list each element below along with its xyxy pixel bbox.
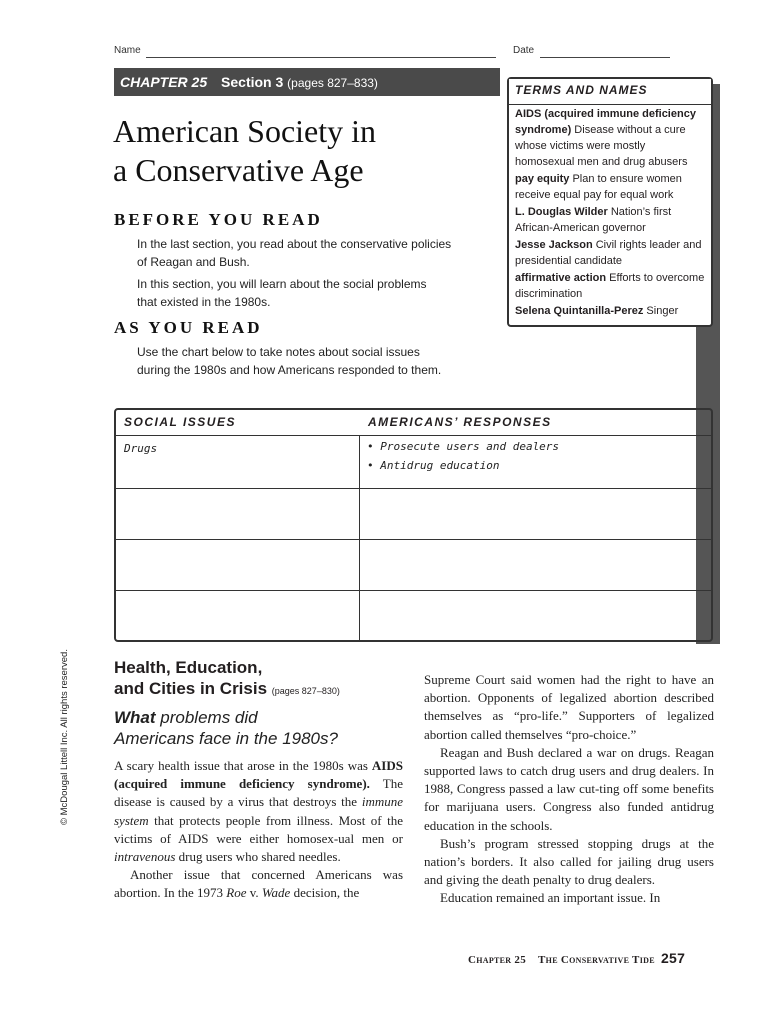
section-heading-line1: Health, Education, bbox=[114, 658, 263, 677]
term-entry bbox=[515, 106, 705, 170]
footer-chapter: Chapter 25 bbox=[468, 954, 527, 966]
right-paragraph-3: Bush’s program stressed stopping drugs at the nation’s borders. It also called for jailing drug users and giving the death penalty to drug dealers. bbox=[424, 835, 714, 888]
chapter-number: CHAPTER 25 bbox=[120, 74, 208, 90]
chart-cell-response-2[interactable]: • Antidrug education bbox=[367, 459, 500, 472]
term-definition: Efforts to overcome discrimination bbox=[515, 272, 705, 300]
chart-cell-issue-drugs[interactable]: Drugs bbox=[124, 442, 158, 455]
terms-and-names-box bbox=[507, 77, 713, 327]
copyright-notice: © McDougal Littell Inc. All rights reserved. bbox=[59, 649, 70, 825]
right-paragraph-1: Supreme Court said women had the right to have an abortion. Opponents of legalized abortion described themselves as “pro-life.” Supporters of legalized abortion called themselves “pro-choice.” bbox=[424, 672, 714, 742]
question-what: What bbox=[114, 708, 156, 727]
right-paragraph-4: Education remained an important issue. In bbox=[440, 890, 661, 906]
name-field-line[interactable] bbox=[146, 57, 496, 58]
section-number: Section 3 bbox=[221, 74, 284, 90]
byr-line: that existed in the 1980s. bbox=[137, 295, 271, 309]
right-column-text bbox=[424, 671, 714, 908]
date-field-line[interactable] bbox=[540, 57, 670, 58]
before-you-read-text bbox=[137, 235, 497, 311]
question-rest: problems did bbox=[160, 708, 258, 727]
term-entry bbox=[515, 171, 705, 203]
term-entry bbox=[515, 204, 705, 236]
term-definition: Nation’s first African-American governor bbox=[515, 206, 672, 234]
section-heading-line2: and Cities in Crisis bbox=[114, 679, 268, 698]
terms-heading: TERMS AND NAMES bbox=[509, 79, 711, 105]
chart-cell-empty[interactable] bbox=[360, 540, 711, 590]
term-definition: Plan to ensure women receive equal pay for equal work bbox=[515, 173, 682, 201]
date-label: Date bbox=[513, 45, 535, 56]
page-number: 257 bbox=[660, 950, 686, 966]
notes-chart bbox=[114, 408, 713, 642]
byr-line: In the last section, you read about the conservative policies bbox=[137, 237, 452, 251]
as-you-read-heading: AS YOU READ bbox=[114, 318, 263, 337]
term-name: affirmative action bbox=[515, 272, 607, 284]
chapter-bar bbox=[114, 68, 500, 96]
term-entry bbox=[515, 237, 705, 269]
page-footer bbox=[468, 950, 685, 966]
left-paragraph-2: Another issue that concerned Americans was abortion. In the 1973 Roe v. Wade decision, the bbox=[114, 867, 403, 901]
ayr-line: Use the chart below to take notes about social issues bbox=[137, 345, 420, 359]
term-definition: Singer bbox=[643, 305, 679, 317]
term-entry bbox=[515, 270, 705, 302]
byr-line: In this section, you will learn about the social problems bbox=[137, 277, 427, 291]
chart-cell-response-1[interactable]: • Prosecute users and dealers bbox=[367, 440, 560, 453]
right-paragraph-2: Reagan and Bush declared a war on drugs. Reagan supported laws to catch drug users and drug dealers. In 1988, Congress passed a law cut-ting off some benefits for marijuana users. Congress also funded antidrug education in the schools. bbox=[424, 744, 714, 833]
ayr-line: during the 1980s and how Americans responded to them. bbox=[137, 363, 442, 377]
term-entry bbox=[515, 303, 705, 319]
before-you-read-heading: BEFORE YOU READ bbox=[114, 210, 323, 229]
question-line2: Americans face in the 1980s? bbox=[114, 729, 338, 748]
col-header-social-issues: SOCIAL ISSUES bbox=[124, 415, 236, 429]
term-name: L. Douglas Wilder bbox=[515, 206, 608, 218]
term-name: Selena Quintanilla-Perez bbox=[515, 305, 644, 317]
section-pages: (pages 827–830) bbox=[271, 686, 340, 696]
chart-cell-empty[interactable] bbox=[116, 540, 359, 590]
name-label: Name bbox=[114, 45, 141, 56]
left-paragraph-1: A scary health issue that arose in the 1980s was AIDS (acquired immune deficiency syndrome). The disease is caused by a virus that destroys the immune system that protects people from illness. Most of the victims of AIDS were either homosex-ual men or intravenous drug users who shared needles. bbox=[114, 758, 404, 865]
col-header-responses: AMERICANS’ RESPONSES bbox=[368, 415, 552, 429]
title-line-1: American Society in bbox=[113, 113, 377, 149]
footer-title: The Conservative Tide bbox=[538, 954, 655, 966]
byr-line: of Reagan and Bush. bbox=[137, 255, 250, 269]
chart-cell-empty[interactable] bbox=[116, 489, 359, 539]
term-name: Jesse Jackson bbox=[515, 239, 593, 251]
chart-cell-empty[interactable] bbox=[360, 591, 711, 640]
section-question bbox=[114, 707, 338, 749]
as-you-read-text bbox=[137, 343, 507, 379]
title-line-2: a Conservative Age bbox=[113, 152, 364, 188]
left-column-text bbox=[114, 757, 403, 903]
chart-header-row bbox=[116, 410, 711, 436]
term-definition: Civil rights leader and presidential candidate bbox=[515, 239, 702, 267]
term-name: pay equity bbox=[515, 173, 570, 185]
term-name: AIDS (acquired immune deficiency syndrome) bbox=[515, 108, 696, 136]
chart-cell-empty[interactable] bbox=[360, 489, 711, 539]
section-pages: (pages 827–833) bbox=[287, 76, 378, 90]
section-heading bbox=[114, 657, 340, 702]
page-title bbox=[113, 112, 376, 190]
terms-list bbox=[515, 106, 705, 319]
chart-cell-empty[interactable] bbox=[116, 591, 359, 640]
term-definition: Disease without a cure whose victims were mostly homosexual men and drug abusers bbox=[515, 124, 688, 168]
